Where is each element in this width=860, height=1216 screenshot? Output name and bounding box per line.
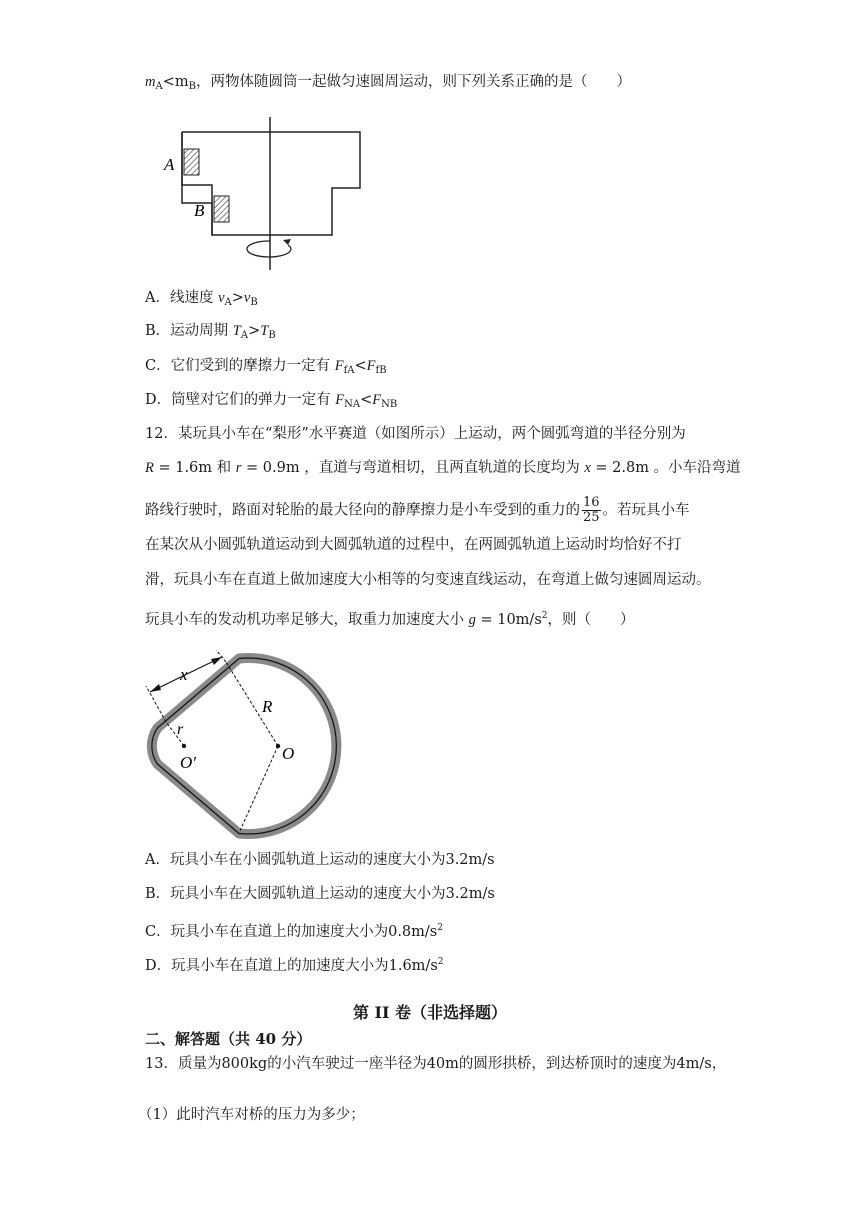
- q11-option-b[interactable]: B．运动周期 $T_A>T_B$: [145, 323, 276, 341]
- q11-option-a[interactable]: A．线速度 $v_A>v_B$: [145, 290, 258, 308]
- q13-stem: 13．质量为800kg的小汽车驶过一座半径为40m的圆形拱桥，到达桥顶时的速度为4m/s，: [145, 1056, 727, 1072]
- label-a: A: [164, 155, 175, 174]
- q11-cylinder-figure: [160, 115, 370, 275]
- q13-subquestion-1: （1）此时汽车对桥的压力为多少；: [138, 1107, 365, 1123]
- svg-text:O: O: [282, 744, 295, 763]
- q12-stem-line4: 在某次从小圆弧轨道运动到大圆弧轨道的过程中，在两圆弧轨道上运动时均恰好不打: [145, 537, 682, 553]
- section-heading: 二、解答题（共 40 分）: [145, 1030, 312, 1048]
- section-title: 第 II 卷（非选择题）: [352, 1003, 508, 1022]
- fraction-16-25: $\frac{16}{25}$: [583, 495, 600, 525]
- svg-text:R: R: [262, 697, 273, 716]
- q12-stem-line2: R = 1.6m 和 r = 0.9m ，直道与弯道相切，且两直轨道的长度均为 x = 2.8m 。小车沿弯道: [145, 460, 741, 476]
- q12-option-d[interactable]: D．玩具小车在直道上的加速度大小为$1.6m/s^2$: [145, 957, 444, 974]
- block-a: [184, 149, 199, 175]
- q11-stem-continuation: $m_A<m_B$，两物体随圆筒一起做匀速圆周运动，则下列关系正确的是（ ）: [145, 74, 631, 92]
- q12-option-a[interactable]: A．玩具小车在小圆弧轨道上运动的速度大小为3.2m/s: [145, 852, 495, 868]
- cylinder-outline: [182, 132, 360, 235]
- q12-stem-line1: 12．某玩具小车在“梨形”水平赛道（如图所示）上运动，两个圆弧弯道的半径分别为: [145, 426, 686, 442]
- q11-option-d[interactable]: D．筒壁对它们的弹力一定有 $F_{NA}<F_{NB}$: [145, 392, 398, 410]
- svg-text:x: x: [180, 665, 188, 684]
- svg-text:r: r: [177, 721, 184, 738]
- q12-stem-line6: 玩具小车的发动机功率足够大，取重力加速度大小 $g = 10m/s^2$，则（ ）: [145, 611, 635, 628]
- q11-option-c[interactable]: C．它们受到的摩擦力一定有 $F_{fA}<F_{fB}$: [145, 358, 387, 376]
- svg-text:O′: O′: [180, 753, 196, 772]
- label-b: B: [194, 201, 205, 220]
- q12-stem-line3: 路线行驶时，路面对轮胎的最大径向的静摩擦力是小车受到的重力的 $\frac{16}{25}$ 。若玩具小车: [145, 495, 690, 525]
- q12-option-b[interactable]: B．玩具小车在大圆弧轨道上运动的速度大小为3.2m/s: [145, 886, 495, 902]
- rotation-arrow-icon: [247, 241, 291, 257]
- pear-track: [152, 658, 337, 834]
- block-b: [214, 196, 229, 222]
- q12-stem-line5: 滑，玩具小车在直道上做加速度大小相等的匀变速直线运动，在弯道上做匀速圆周运动。: [145, 572, 711, 588]
- q12-option-c[interactable]: C．玩具小车在直道上的加速度大小为$0.8m/s^2$: [145, 923, 443, 940]
- q12-track-figure: [140, 650, 380, 840]
